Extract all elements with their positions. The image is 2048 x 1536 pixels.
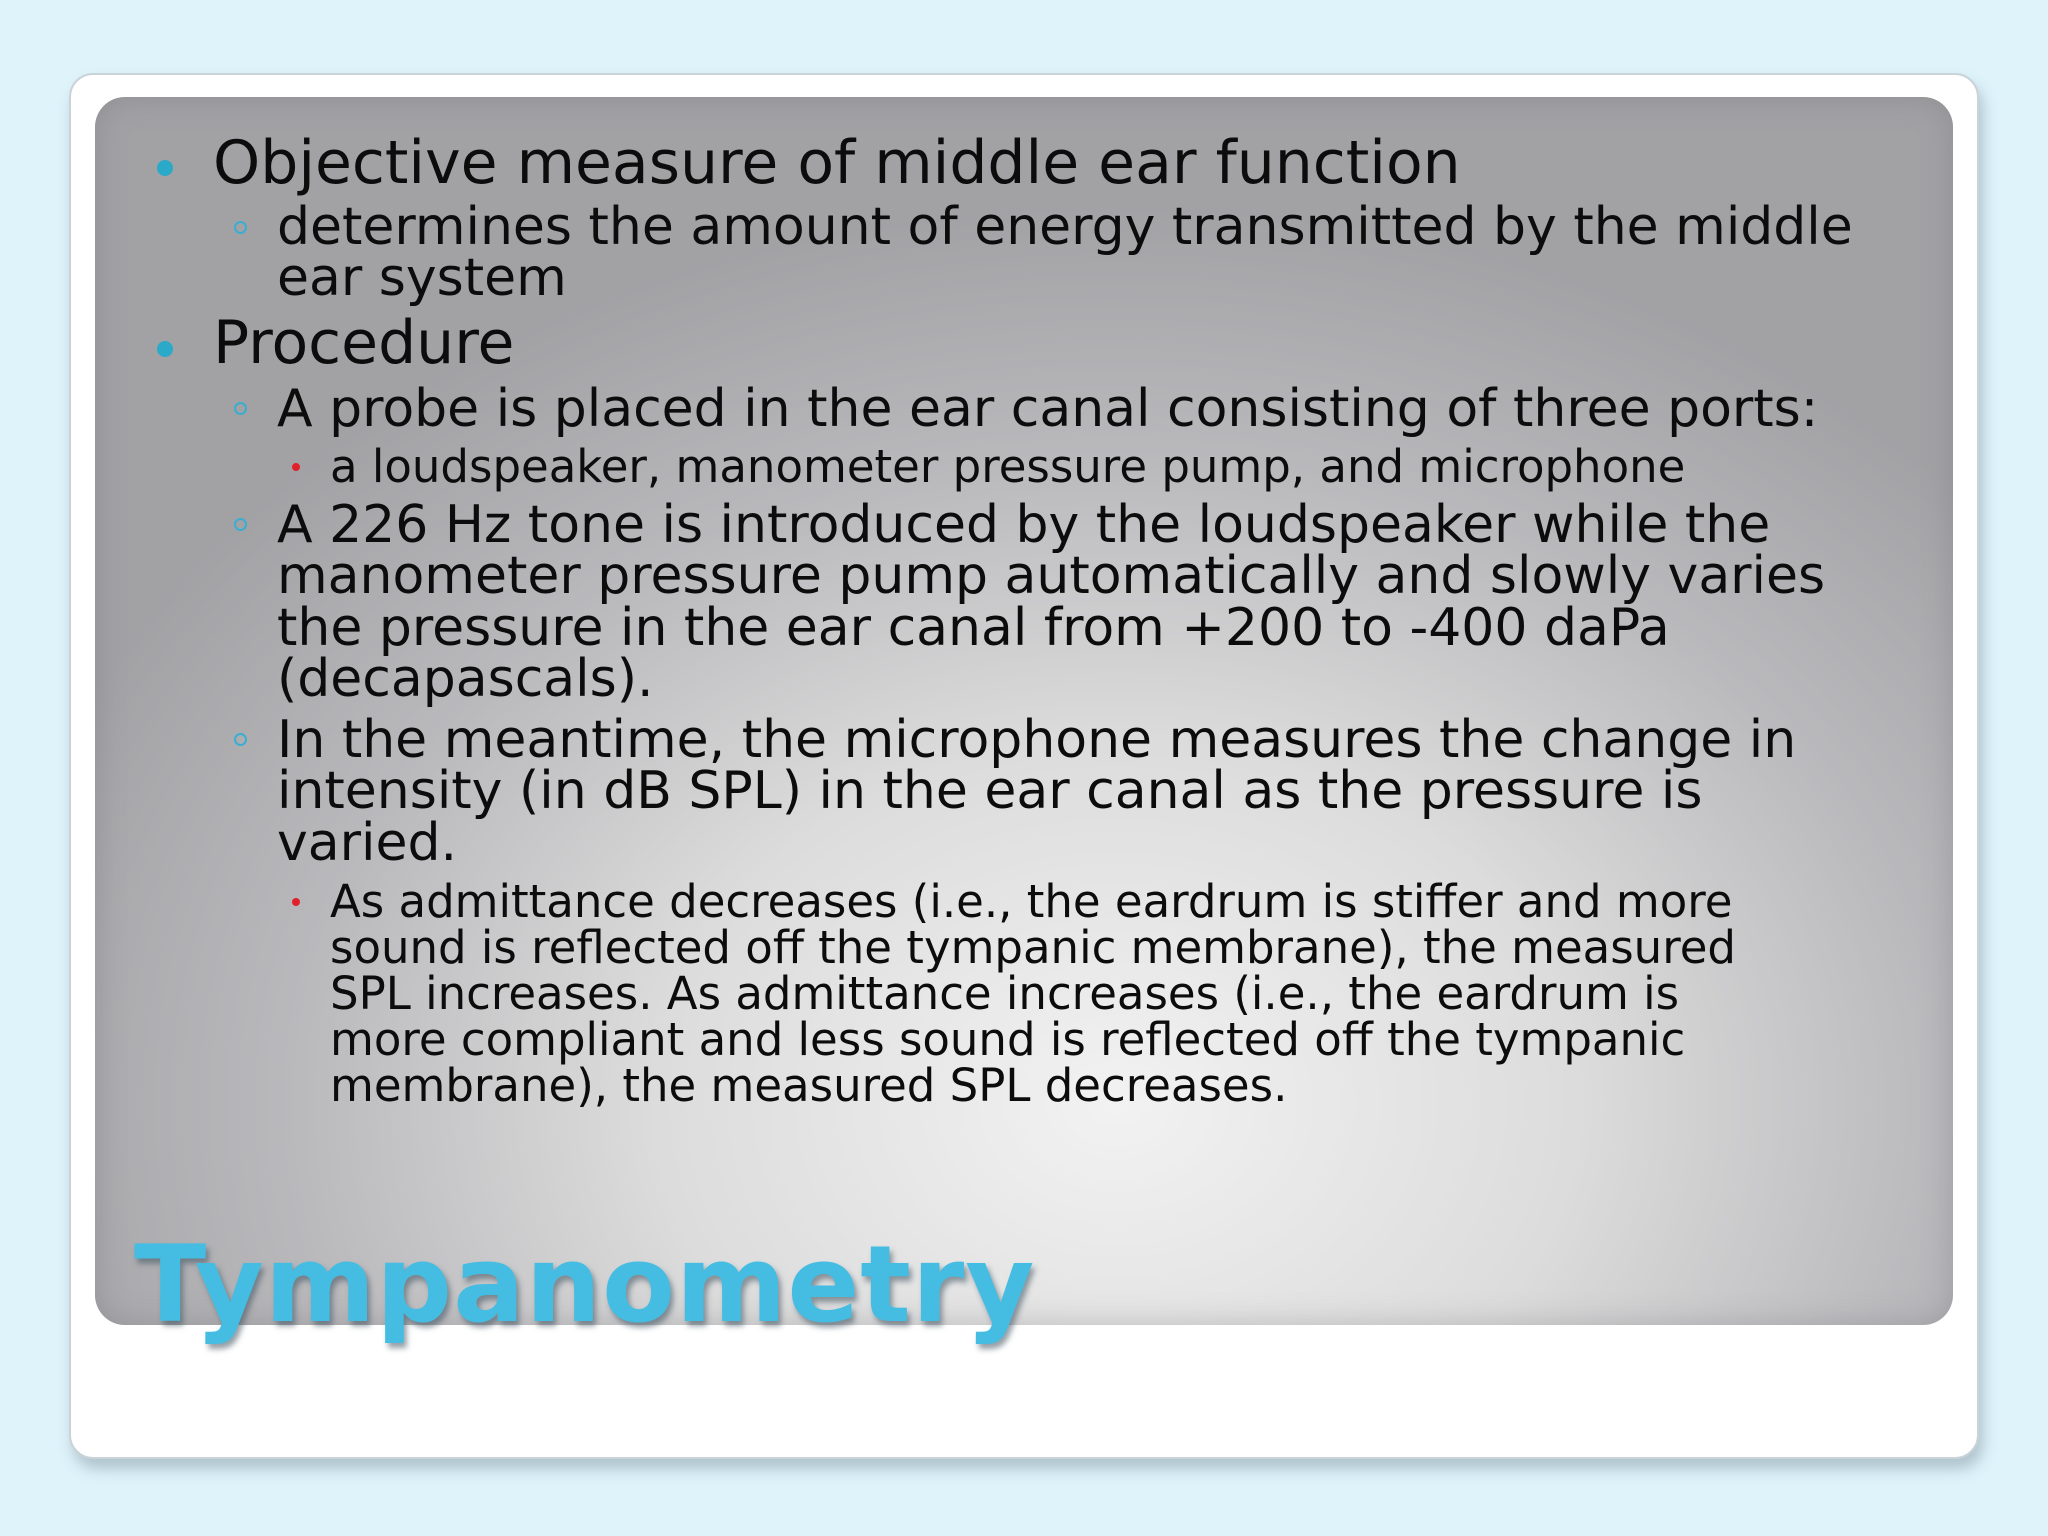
detail-probe-ports: a loudspeaker, manometer pressure pump, and microphone bbox=[330, 440, 1686, 493]
detail-admittance-line5: membrane), the measured SPL decreases. bbox=[330, 1059, 1288, 1112]
sub-bullet-energy-line1: determines the amount of energy transmitted by the middle bbox=[277, 197, 1853, 257]
bullet-dot-icon bbox=[157, 160, 173, 176]
content-panel bbox=[95, 97, 1953, 1325]
slide-title: Tympanometry bbox=[134, 1223, 1036, 1346]
sub-bullet-tone-line1: A 226 Hz tone is introduced by the loudspeaker while the bbox=[277, 495, 1771, 555]
sub-bullet-probe: A probe is placed in the ear canal consisting of three ports: bbox=[277, 379, 1819, 439]
sub-bullet-ring-icon bbox=[234, 518, 247, 531]
sub-bullet-tone-line3: the pressure in the ear canal from +200 to -400 daPa bbox=[277, 598, 1670, 658]
sub-sub-bullet-dot-icon bbox=[292, 463, 300, 471]
bullet-procedure: Procedure bbox=[213, 308, 515, 378]
detail-admittance-line4: more compliant and less sound is reflected off the tympanic bbox=[330, 1013, 1686, 1066]
sub-bullet-microphone-line1: In the meantime, the microphone measures the change in bbox=[277, 710, 1797, 770]
sub-bullet-tone-line2: manometer pressure pump automatically and slowly varies bbox=[277, 546, 1826, 606]
sub-bullet-microphone-line3: varied. bbox=[277, 813, 457, 873]
detail-admittance-line2: sound is reflected off the tympanic membrane), the measured bbox=[330, 921, 1736, 974]
sub-bullet-energy-line2: ear system bbox=[277, 248, 567, 308]
sub-bullet-ring-icon bbox=[234, 221, 247, 234]
sub-sub-bullet-dot-icon bbox=[292, 898, 300, 906]
sub-bullet-tone-line4: (decapascals). bbox=[277, 649, 654, 709]
sub-bullet-ring-icon bbox=[234, 733, 247, 746]
bullet-objective-measure: Objective measure of middle ear function bbox=[213, 128, 1461, 198]
sub-bullet-microphone-line2: intensity (in dB SPL) in the ear canal as the pressure is bbox=[277, 761, 1703, 821]
bullet-dot-icon bbox=[157, 341, 173, 357]
sub-bullet-ring-icon bbox=[234, 402, 247, 415]
detail-admittance-line1: As admittance decreases (i.e., the eardrum is stiffer and more bbox=[330, 875, 1733, 928]
detail-admittance-line3: SPL increases. As admittance increases (i.e., the eardrum is bbox=[330, 967, 1680, 1020]
